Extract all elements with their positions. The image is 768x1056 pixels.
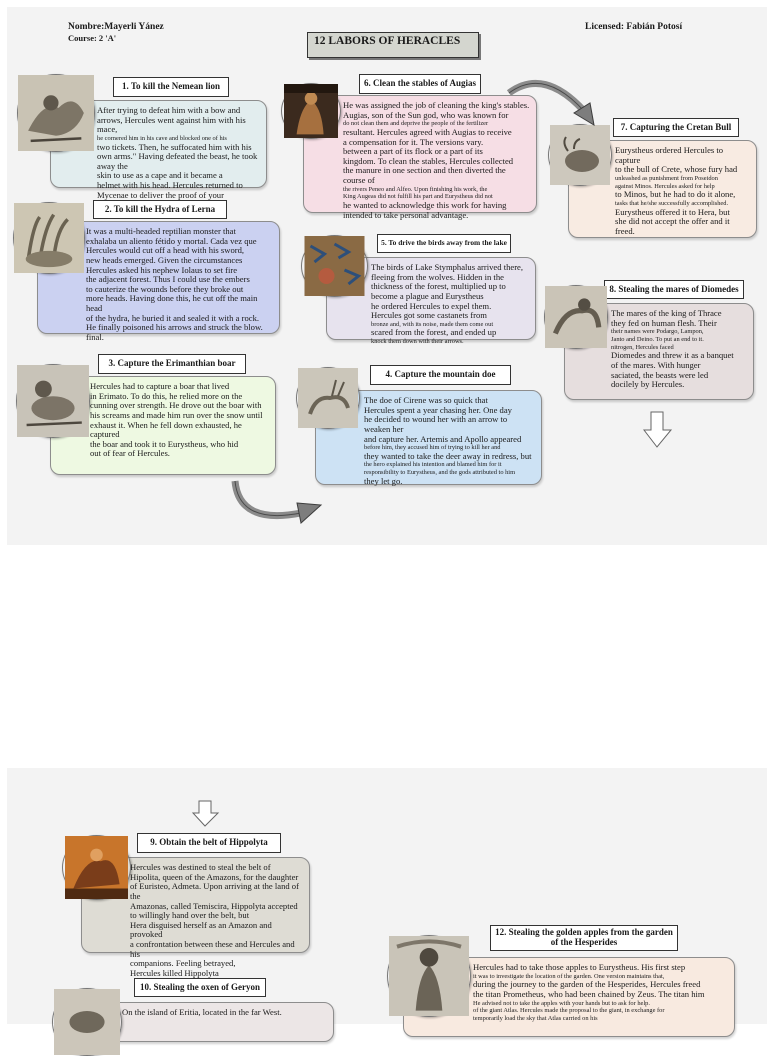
text-line: King Augeas did not fulfill his part and Eurystheus did not — [343, 193, 493, 201]
text-line: Mycenae to deliver the proof of your — [97, 189, 224, 200]
text-line: of the hydra, he buried it and sealed it with a rock. — [86, 312, 260, 323]
text-line: nitrogen, Hercules faced — [611, 343, 674, 351]
labor-1-title: 1. To kill the Nemean lion — [113, 77, 229, 97]
text-line: and capture her. Artemis and Apollo appeared — [364, 433, 522, 444]
text-line: he ordered Hercules to expel them. — [371, 300, 492, 311]
text-line: do not clean them and deprive the people of the fertilizer — [343, 120, 489, 128]
labor-8-title: 8. Stealing the mares of Diomedes — [604, 280, 744, 299]
text-line: He advised not to take the apples with your hands but to ask for help. — [473, 999, 650, 1007]
text-line: become a plague and Eurystheus — [371, 290, 484, 301]
text-line: Hercules got some castanets from — [371, 310, 487, 321]
text-line: final. — [86, 331, 104, 342]
text-line: Hercules would cut off a head with his sword, — [86, 245, 245, 256]
text-line: they wanted to take the deer away in redress, but — [364, 450, 532, 461]
text-line: he cornered him in his cave and blocked one of his — [97, 134, 227, 142]
nemean-lion-engraving-image — [17, 74, 95, 152]
text-line: out of fear of Hercules. — [90, 448, 170, 459]
text-line: in Erimato. To do this, he relied more on the — [90, 390, 243, 401]
stymphalian-birds-tapestry-image — [301, 235, 368, 297]
text-line: it was to investigate the location of the garden. One version maintains that, — [473, 972, 665, 980]
text-line: the hero explained his intention and blamed him for it — [364, 461, 502, 469]
text-line: skin to use as a cape and it became a — [97, 170, 223, 181]
document-title: 12 LABORS OF HERACLES — [307, 32, 479, 58]
text-line: helmet with his head. Hercules returned to — [97, 180, 243, 191]
text-line: between a part of its flock or a part of its — [343, 146, 483, 157]
text-line: companions. Feeling betrayed, — [130, 958, 236, 969]
text-line: Hercules asked his nephew Iolaus to set fire — [86, 264, 238, 275]
text-line: the rivers Peneo and Alfeo. Upon finishing his work, the — [343, 185, 488, 193]
text-line: new heads emerged. Given the circumstances — [86, 254, 243, 265]
text-line: Janto and Deino. To put an end to it. — [611, 335, 704, 343]
text-line: Diomedes and threw it as a banquet — [611, 350, 734, 361]
hippolyta-belt-painting-image — [62, 835, 131, 900]
labor-4-title: 4. Capture the mountain doe — [370, 365, 511, 385]
erimanthian-boar-engraving-image — [16, 364, 90, 438]
text-line: intended to take personal advantage. — [343, 209, 469, 220]
text-line: unleashed as punishment from Poseidon — [615, 174, 718, 182]
labor-10-textbox — [86, 1002, 334, 1042]
text-line: Hercules killed Hippolyta — [130, 967, 219, 978]
text-line: Hercules had to take those apples to Eurystheus. His first step — [473, 962, 686, 972]
text-line: a compensation for it. The versions vary. — [343, 136, 484, 147]
down-arrow-icon — [643, 410, 673, 450]
course-label: Course: 2 'A' — [68, 33, 117, 43]
oxen-of-geryon-engraving-image — [52, 988, 122, 1056]
text-line: to Minos, but he had to do it alone, — [615, 189, 736, 200]
text-line: the boar and took it to Eurystheus, who hid — [90, 438, 239, 449]
text-line: they fed on human flesh. Their — [611, 317, 717, 328]
text-line: of the giant Atlas. Hercules made the proposal to the giant, in exchange for — [473, 1007, 665, 1015]
text-line: tasks that he/she successfully accomplished. — [615, 199, 729, 207]
text-line: Eurystheus offered it to Hera, but — [615, 206, 730, 217]
text-line: she did not accept the offer and it — [615, 216, 730, 227]
text-line: knock them down with their arrows. — [371, 338, 464, 346]
text-line: against Minos. Hercules asked for help — [615, 182, 715, 190]
cretan-bull-engraving-image — [548, 124, 612, 186]
text-line: temporarily load the sky that Atlas carried on his — [473, 1014, 598, 1022]
text-line: of the mares. With hunger — [611, 359, 701, 370]
text-line: the manure in one section and then diverted the course of — [343, 165, 506, 186]
text-line: saciated, the beasts were led — [611, 369, 709, 380]
text-line: kingdom. To clean the stables, Hercules collected — [343, 155, 514, 166]
text-line: they let go. — [364, 475, 403, 486]
text-line: He was assigned the job of cleaning the king's stables. — [343, 100, 530, 110]
text-line: Hera disguised herself as an Amazon and provoked — [130, 919, 272, 940]
augean-stables-painting-image — [281, 83, 341, 139]
text-line: to cauterize the wounds before they broke out — [86, 283, 244, 294]
student-name: Nombre:Mayerli Yánez — [68, 22, 164, 32]
text-line: Hercules had to capture a boar that lived — [90, 381, 230, 391]
text-line: before him, they accused him of trying to kill her and — [364, 444, 501, 452]
text-line: The birds of Lake Stymphalus arrived there, — [371, 262, 524, 272]
text-line: Hercules was destined to steal the belt of — [130, 862, 271, 872]
document-page-2 — [7, 768, 767, 1024]
mountain-doe-engraving-image — [296, 367, 360, 429]
hydra-engraving-image — [13, 202, 85, 274]
text-line: the adjacent forest. Thus I could use the embers — [86, 274, 250, 285]
text-line: freed. — [615, 225, 635, 236]
text-line: responsibility to Eurystheus, and the gods attributed to him — [364, 469, 516, 477]
text-line: of Euristeo, Admeta. Upon arriving at the land of the — [130, 881, 299, 901]
labor-12-title: 12. Stealing the golden apples from the garden of the Hesperides — [490, 925, 678, 951]
text-line: their names were Podargo, Lampon, — [611, 328, 704, 336]
text-line: The mares of the king of Thrace — [611, 308, 722, 318]
text-line: The doe of Cirene was so quick that — [364, 395, 488, 405]
text-line: scared from the forest, and ended up — [371, 327, 497, 338]
labor-7-title: 7. Capturing the Cretan Bull — [613, 118, 739, 137]
text-line: he decided to wound her with an arrow to weaken her — [364, 414, 508, 434]
golden-apples-engraving-image — [387, 935, 471, 1017]
curved-arrow-3-to-4 — [229, 477, 329, 527]
text-line: On the island of Eritia, located in the far West. — [122, 1007, 282, 1017]
text-line: own arms." Having defeated the beast, he took away the — [97, 151, 258, 171]
labor-5-title: 5. To drive the birds away from the lake — [377, 234, 511, 253]
text-line: his screams and made him run over the snow until — [90, 409, 263, 420]
text-line: the titan Prometheus, who had been chained by Zeus. The titan him — [473, 988, 705, 999]
labor-10-title: 10. Stealing the oxen of Geryon — [134, 978, 266, 997]
text-line: more heads. Having done this, he cut off the main head — [86, 293, 258, 313]
document-page-1 — [7, 7, 767, 545]
text-line: two tickets. Then, he suffocated him with his — [97, 141, 252, 152]
text-line: thickness of the forest, multiplied up to — [371, 281, 506, 292]
text-line: Eurystheus ordered Hercules to capture — [615, 145, 724, 165]
text-line: bronze and, with its noise, made them come out — [371, 320, 494, 328]
text-line: He finally poisoned his arrows and struck the blow. — [86, 322, 263, 333]
text-line: a confrontation between these and Hercules and his — [130, 939, 295, 959]
text-line: Amazonas, called Temiscira, Hippolyta accepted — [130, 900, 298, 911]
text-line: exhalaba un aliento fétido y mortal. Cada vez que — [86, 235, 257, 246]
text-line: during the journey to the garden of the Hesperides, Hercules freed — [473, 979, 701, 990]
text-line: Hipolita, queen of the Amazons, for the daughter — [130, 871, 299, 882]
text-line: exhaust it. When he fell down exhausted, he captured — [90, 419, 242, 440]
text-line: to the bull of Crete, whose fury had — [615, 164, 738, 175]
text-line: to willingly hand over the belt, but — [130, 910, 250, 921]
text-line: docilely by Hercules. — [611, 379, 685, 390]
curved-arrow-6-to-7 — [504, 73, 599, 128]
labor-3-title: 3. Capture the Erimanthian boar — [98, 354, 246, 374]
text-line: resultant. Hercules agreed with Augias to receive — [343, 126, 512, 137]
mares-of-diomedes-engraving-image — [544, 285, 608, 349]
labor-9-title: 9. Obtain the belt of Hippolyta — [137, 833, 281, 853]
text-line: fleeing from the wolves. Hidden in the — [371, 271, 504, 282]
text-line: arrows, Hercules went against him with his mace, — [97, 114, 246, 135]
text-line: Hercules spent a year chasing her. One day — [364, 404, 512, 415]
license-label: Licensed: Fabián Potosí — [585, 22, 683, 32]
labor-2-title: 2. To kill the Hydra of Lerna — [93, 200, 227, 219]
text-line: he wanted to acknowledge this work for having — [343, 200, 507, 211]
text-line: Augias, son of the Sun god, who was known for — [343, 109, 509, 120]
text-line: It was a multi-headed reptilian monster that — [86, 226, 236, 236]
text-line: After trying to defeat him with a bow and — [97, 105, 241, 115]
down-arrow-icon — [192, 800, 220, 828]
labor-6-title: 6. Clean the stables of Augias — [359, 74, 481, 94]
text-line: cunning over strength. He drove out the boar with — [90, 400, 262, 411]
